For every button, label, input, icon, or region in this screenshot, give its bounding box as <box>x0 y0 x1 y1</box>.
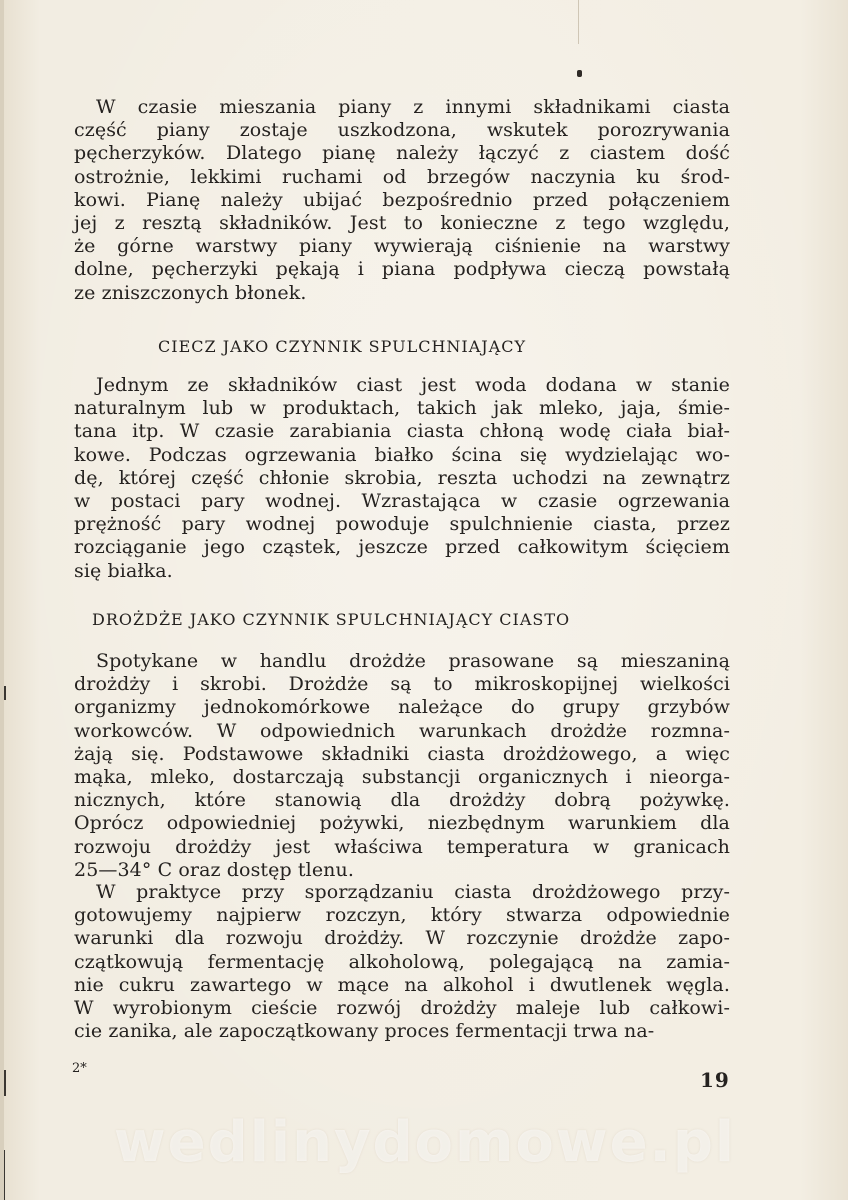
signature-mark: 2* <box>72 1061 87 1076</box>
text-line: Spotykane w handlu drożdże prasowane są mieszaniną <box>96 650 730 672</box>
text-line: część piany zostaje uszkodzona, wskutek porozrywania <box>74 119 730 142</box>
text-line: warunki dla rozwoju drożdży. W rozczynie drożdże zapo- <box>74 927 730 950</box>
text-line: W wyrobionym cieście rozwój drożdży maleje lub całkowi- <box>74 997 730 1020</box>
text-line: jej z resztą składników. Jest to konieczne z tego względu, <box>74 212 730 235</box>
text-line: dolne, pęcherzyki pękają i piana podpływa cieczą powstałą <box>74 258 730 281</box>
paragraph <box>74 881 730 1043</box>
paragraph <box>74 96 730 305</box>
text-line: czątkowują fermentację alkoholową, polegającą na zamia- <box>74 950 730 973</box>
text-line: tana itp. W czasie zarabiania ciasta chłoną wodę ciała biał- <box>74 420 730 443</box>
text-line: kowe. Podczas ogrzewania białko ścina się wydzielając wo- <box>74 443 730 466</box>
heading-yeast: DROŻDŻE JAKO CZYNNIK SPULCHNIAJĄCY CIASTO <box>92 610 571 629</box>
fold-line <box>578 0 579 44</box>
text-line: nicznych, które stanowią dla drożdży dobrą pożywkę. <box>74 789 730 812</box>
text-line: naturalnym lub w produktach, takich jak mleko, jaja, śmie- <box>74 397 730 420</box>
text-line: się białka. <box>74 559 173 582</box>
page-edge <box>0 0 4 1200</box>
text-line: rozciąganie jego cząstek, jeszcze przed całkowitym ścięciem <box>74 536 730 559</box>
text-line: mąka, mleko, dostarczają substancji organicznych i nieorga- <box>74 766 730 789</box>
heading-liquid: CIECZ JAKO CZYNNIK SPULCHNIAJĄCY <box>158 337 527 356</box>
text-line: ostrożnie, lekkimi ruchami od brzegów naczynia ku środ- <box>74 165 730 188</box>
text-line: drożdży i skrobi. Drożdże są to mikroskopijnej wielkości <box>74 673 730 696</box>
text-line: Jednym ze składników ciast jest woda dodana w stanie <box>96 374 730 396</box>
paragraph-yeast-practice <box>74 881 730 1043</box>
text-line: W praktyce przy sporządzaniu ciasta drożdżowego przy- <box>96 881 730 903</box>
ink-dot <box>577 70 582 77</box>
page-number: 19 <box>700 1068 730 1092</box>
text-line: prężność pary wodnej powoduje spulchnienie ciasta, przez <box>74 513 730 536</box>
section-heading <box>92 610 732 629</box>
text-line: organizmy jednokomórkowe należące do grupy grzybów <box>74 696 730 719</box>
text-line: pęcherzyków. Dlatego pianę należy łączyć z ciastem dość <box>74 142 730 165</box>
text-line: 25—34° C oraz dostęp tlenu. <box>74 858 354 881</box>
text-line: workowców. W odpowiednich warunkach drożdże rozmna- <box>74 719 730 742</box>
paragraph-yeast <box>74 650 730 882</box>
text-line: żają się. Podstawowe składniki ciasta drożdżowego, a więc <box>74 742 730 765</box>
text-line: ze zniszczonych błonek. <box>74 281 307 304</box>
paragraph-liquid <box>74 374 730 583</box>
text-line: dę, której część chłonie skrobia, reszta uchodzi na zewnątrz <box>74 466 730 489</box>
binding-mark <box>4 1150 5 1200</box>
text-line: nie cukru zawartego w mące na alkohol i dwutlenek węgla. <box>74 973 730 996</box>
text-line: w postaci pary wodnej. Wzrastająca w czasie ogrzewania <box>74 490 730 513</box>
paragraph-foam <box>74 96 730 305</box>
paragraph <box>74 374 730 583</box>
text-line: kowi. Pianę należy ubijać bezpośrednio przed połączeniem <box>74 188 730 211</box>
section-heading <box>158 337 658 356</box>
text-line: gotowujemy najpierw rozczyn, który stwarza odpowiednie <box>74 904 730 927</box>
paragraph <box>74 650 730 882</box>
text-line: rozwoju drożdży jest właściwa temperatura w granicach <box>74 835 730 858</box>
binding-mark <box>4 686 6 700</box>
text-line: że górne warstwy piany wywierają ciśnienie na warstwy <box>74 235 730 258</box>
binding-mark <box>4 1070 6 1096</box>
text-line: W czasie mieszania piany z innymi składnikami ciasta <box>96 96 730 118</box>
watermark: wedlinydomowe.pl <box>113 1110 737 1175</box>
text-line: cie zanika, ale zapoczątkowany proces fermentacji trwa na- <box>74 1020 655 1043</box>
text-line: Oprócz odpowiedniej pożywki, niezbędnym warunkiem dla <box>74 812 730 835</box>
